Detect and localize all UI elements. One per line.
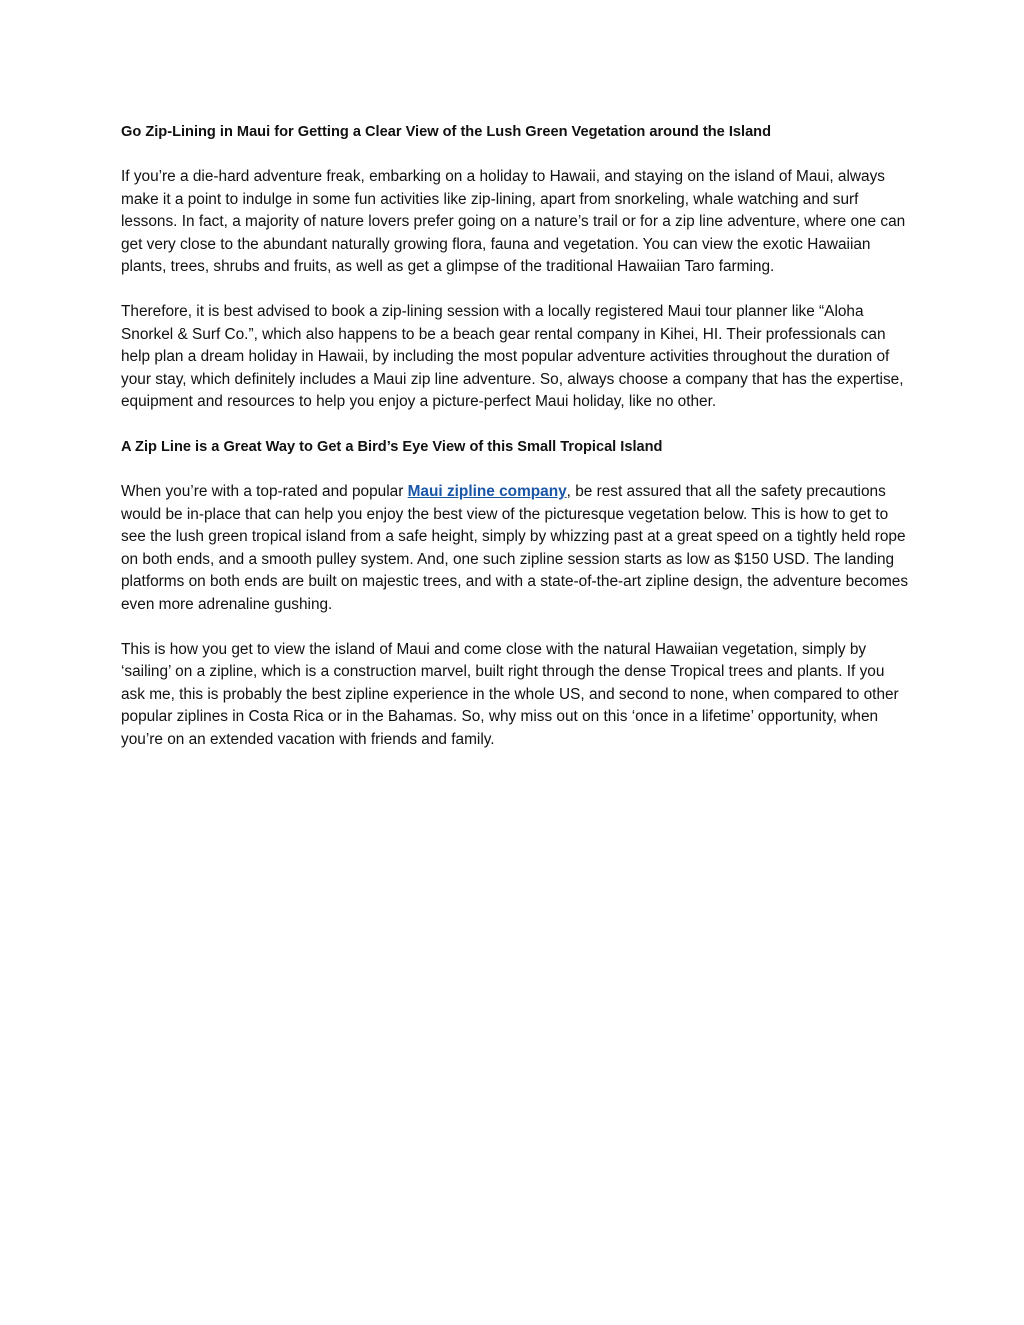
paragraph-with-link [121, 481, 911, 616]
section-heading: Go Zip-Lining in Maui for Getting a Clear View of the Lush Green Vegetation around the Island [121, 124, 772, 140]
paragraph-text-after-link: , be rest assured that all the safety precautions would be in-place that can help you enjoy the best view of the picturesque vegetation below. This is how to get to see the lush green tropical island from a safe height, simply by whizzing past at a great speed on a tightly held rope on both ends, and a smooth pulley system. And, one such zipline session starts as low as $150 USD. The landing platforms on both ends are built on majestic trees, and with a state-of-the-art zipline design, the adventure becomes even more adrenaline gushing. [121, 483, 909, 613]
paragraph-text-before-link: When you’re with a top-rated and popular [121, 483, 408, 500]
paragraph: Therefore, it is best advised to book a zip-lining session with a locally registered Maui tour planner like “Aloha Snorkel & Surf Co.”, which also happens to be a beach gear rental company in Kihei, HI. Their professionals can help plan a dream holiday in Hawaii, by including the most popular adventure activities throughout the duration of your stay, which definitely includes a Maui zip line adventure. So, always choose a company that has the expertise, equipment and resources to help you enjoy a picture-perfect Maui holiday, like no other. [121, 303, 904, 410]
paragraph: If you’re a die-hard adventure freak, embarking on a holiday to Hawaii, and staying on the island of Maui, always make it a point to indulge in some fun activities like zip-lining, apart from snorkeling, whale watching and surf lessons. In fact, a majority of nature lovers prefer going on a nature’s trail or for a zip line adventure, where one can get very close to the abundant naturally growing flora, fauna and vegetation. You can view the exotic Hawaiian plants, trees, shrubs and fruits, as well as get a glimpse of the traditional Hawaiian Taro farming. [121, 168, 906, 275]
section-heading: A Zip Line is a Great Way to Get a Bird’s Eye View of this Small Tropical Island [121, 439, 663, 455]
document-body [121, 121, 911, 774]
maui-zipline-company-link[interactable]: Maui zipline company [407, 483, 567, 500]
paragraph: This is how you get to view the island of Maui and come close with the natural Hawaiian vegetation, simply by ‘sailing’ on a zipline, which is a construction marvel, built right through the dense Tropical trees and plants. If you ask me, this is probably the best zipline experience in the whole US, and second to none, when compared to other popular ziplines in Costa Rica or in the Bahamas. So, why miss out on this ‘once in a lifetime’ opportunity, when you’re on an extended vacation with friends and family. [121, 640, 899, 748]
